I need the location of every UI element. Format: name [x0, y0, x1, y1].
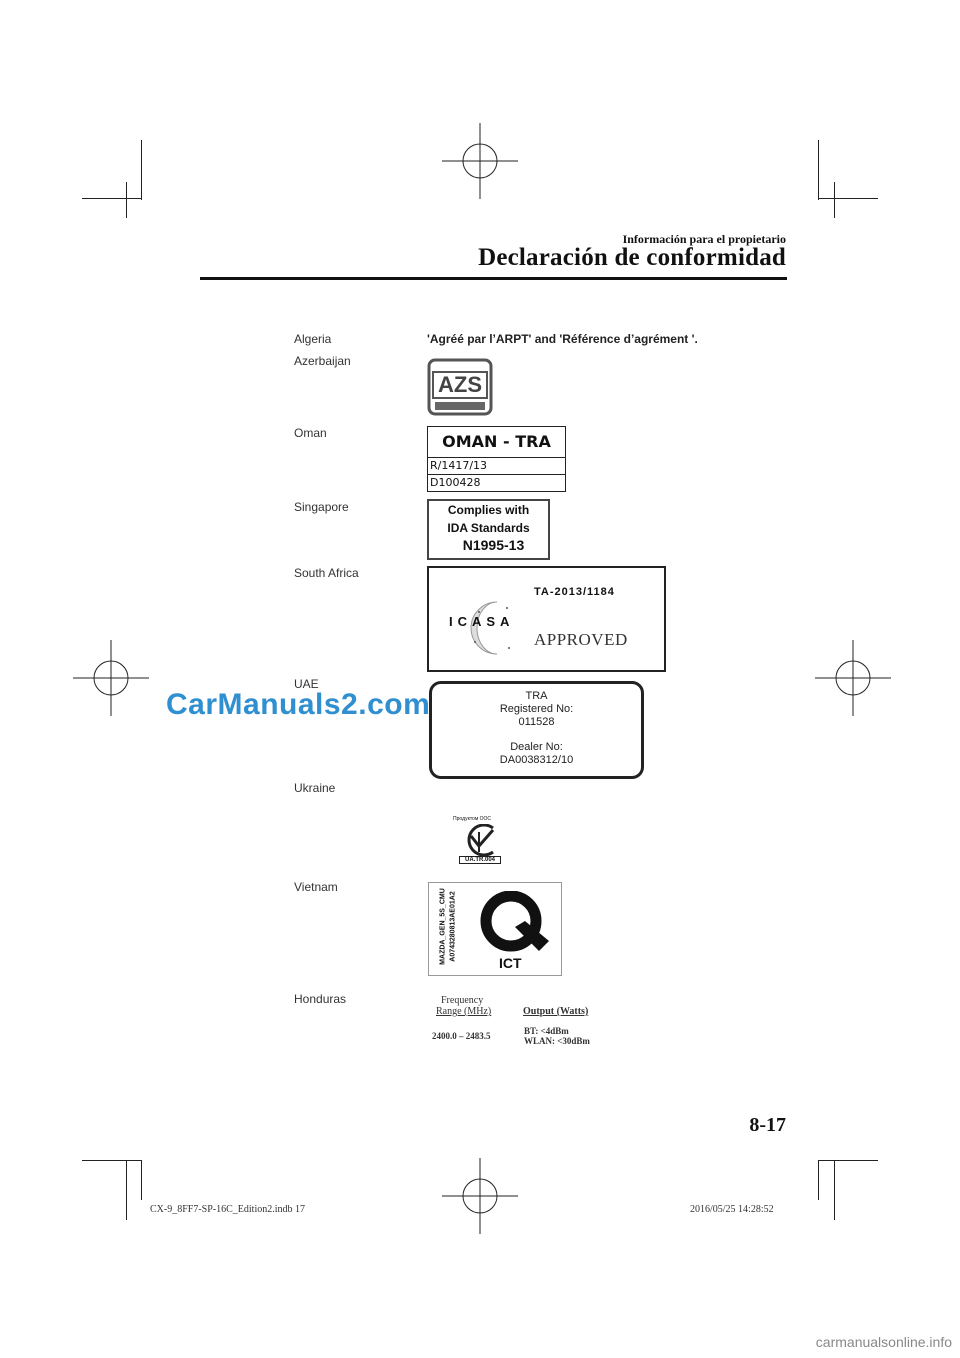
icasa-approval-label — [427, 566, 666, 672]
uae-line5: DA0038312/10 — [499, 754, 574, 766]
crop-mark — [818, 1160, 878, 1161]
carmanuals-watermark: CarManuals2.com — [166, 688, 431, 721]
vietnam-ict-label — [428, 882, 562, 976]
vietnam-side-text1: MAZDA_GEN_5S_CMU — [439, 888, 447, 965]
uae-tra-label — [429, 681, 644, 779]
registration-mark-icon — [442, 1158, 518, 1234]
uae-line2: Registered No: — [499, 703, 574, 715]
singapore-line1: Complies with — [447, 503, 530, 517]
oman-tra-label — [427, 426, 566, 492]
ukraine-code: UA.TR.004 — [459, 856, 501, 864]
crop-mark — [141, 140, 142, 200]
crop-mark — [141, 1160, 142, 1200]
country-label-uae: UAE — [294, 677, 319, 691]
icasa-logo-text: ICASA — [449, 614, 515, 629]
azs-logo — [427, 358, 493, 416]
country-label-south-africa: South Africa — [294, 566, 359, 580]
footer-file-info: CX-9_8FF7-SP-16C_Edition2.indb 17 — [150, 1204, 306, 1215]
crop-mark — [818, 140, 819, 200]
crop-mark — [126, 1160, 127, 1220]
uae-line4: Dealer No: — [510, 741, 563, 753]
ukraine-conformity-mark — [453, 800, 505, 866]
page-title: Declaración de conformidad — [478, 244, 786, 271]
registration-mark-icon — [815, 640, 891, 716]
icasa-approved-text: APPROVED — [534, 630, 628, 649]
icasa-code: TA-2013/1184 — [534, 586, 615, 598]
country-label-ukraine: Ukraine — [294, 781, 336, 795]
section-subtitle: Información para el propietario — [622, 232, 786, 246]
registration-mark-icon — [442, 123, 518, 199]
honduras-header-frequency: Frequency — [441, 995, 484, 1006]
footer-date: 2016/05/25 14:28:52 — [690, 1204, 774, 1215]
country-label-algeria: Algeria — [294, 332, 332, 346]
honduras-header-range: Range (MHz) — [436, 1006, 492, 1017]
crop-mark — [818, 1160, 819, 1200]
country-label-honduras: Honduras — [294, 992, 347, 1006]
header-divider — [200, 277, 787, 280]
ukraine-check-icon — [453, 824, 505, 856]
oman-tra-line2: D100428 — [428, 474, 565, 491]
honduras-range-value: 2400.0 – 2483.5 — [432, 1031, 491, 1041]
uae-line3: 011528 — [518, 716, 555, 728]
site-watermark: carmanualsonline.info — [815, 1334, 952, 1350]
oman-tra-title: OMAN - TRA — [442, 432, 551, 451]
registration-mark-icon — [73, 640, 149, 716]
oman-tra-line1: R/1417/13 — [428, 457, 565, 474]
algeria-approval-text: 'Agréé par l’ARPT' and 'Référence d’agrément '. — [427, 332, 698, 346]
vietnam-side-text2: A0743280813AE01A2 — [449, 891, 457, 962]
singapore-ida-label — [427, 499, 550, 560]
uae-line1: TRA — [525, 690, 548, 702]
honduras-header-output: Output (Watts) — [523, 1006, 589, 1017]
country-label-vietnam: Vietnam — [294, 880, 338, 894]
crop-mark — [834, 182, 835, 218]
crop-mark — [82, 198, 142, 199]
honduras-wlan-value: WLAN: <30dBm — [524, 1036, 590, 1046]
crop-mark — [82, 1160, 142, 1161]
page-number: 8-17 — [749, 1114, 786, 1136]
country-label-singapore: Singapore — [294, 500, 349, 514]
country-label-azerbaijan: Azerbaijan — [294, 354, 351, 368]
singapore-line2: IDA Standards — [447, 521, 530, 535]
crop-mark — [126, 182, 127, 218]
singapore-line3: N1995-13 — [462, 537, 525, 553]
crop-mark — [818, 198, 878, 199]
honduras-bt-value: BT: <4dBm — [524, 1026, 569, 1036]
azs-logo-text: AZS — [438, 372, 482, 397]
ict-q-logo-icon — [479, 891, 551, 953]
crop-mark — [834, 1160, 835, 1220]
country-label-oman: Oman — [294, 426, 327, 440]
ukraine-top-text: Прoдуктом ООС — [453, 816, 492, 822]
ict-logo-text: ICT — [499, 955, 522, 971]
